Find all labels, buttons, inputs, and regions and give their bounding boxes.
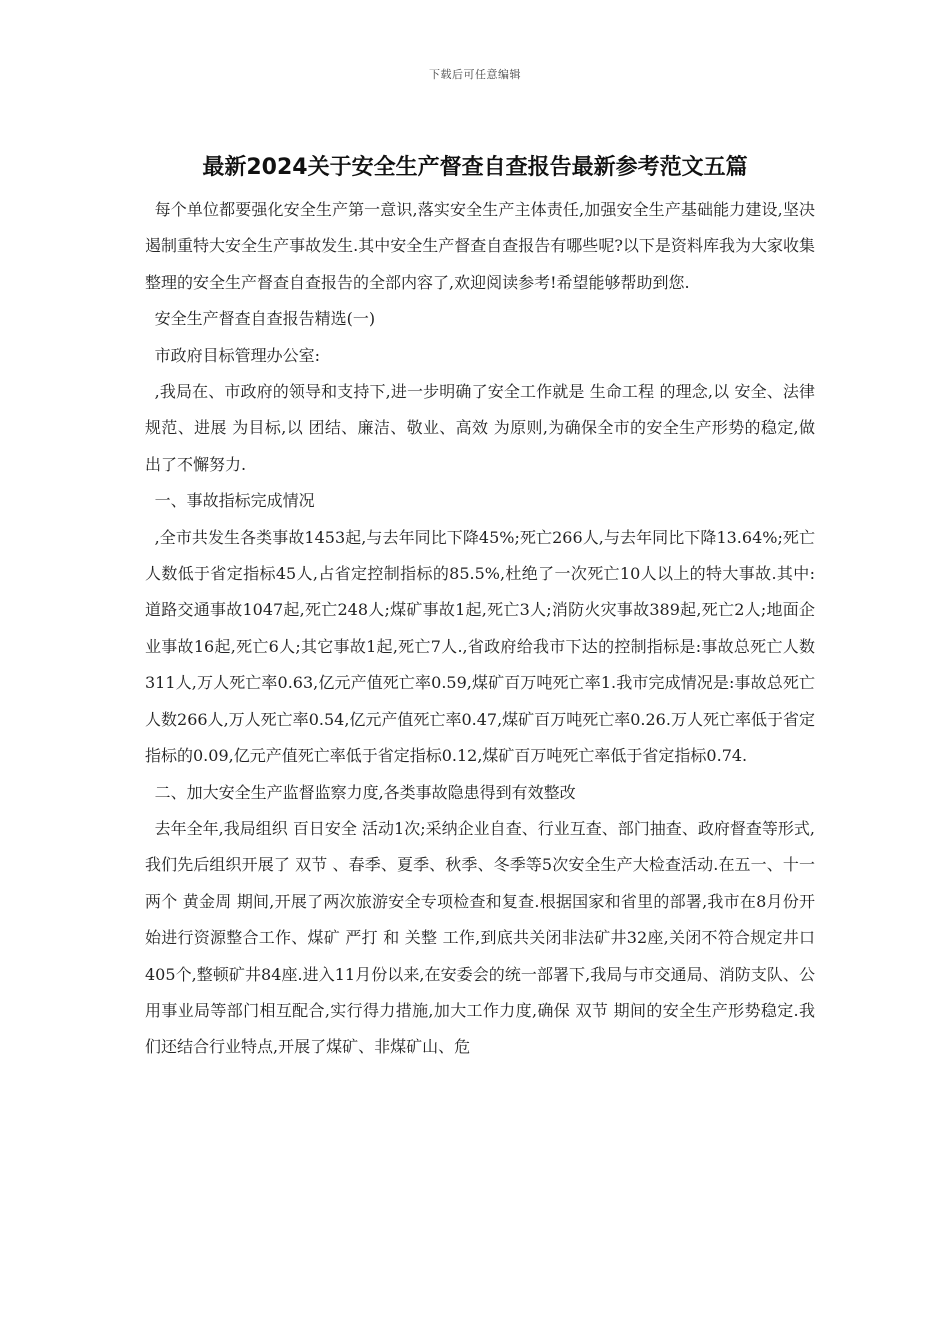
body-paragraph: ,我局在、市政府的领导和支持下,进一步明确了安全工作就是 生命工程 的理念,以 安全、法律规范、进展 为目标,以 团结、廉洁、敬业、高效 为原则,为确保全市的安全生产形势的稳定,做出了不懈努力. bbox=[145, 382, 815, 474]
body-paragraph: 去年全年,我局组织 百日安全 活动1次;采纳企业自查、行业互查、部门抽查、政府督查等形式,我们先后组织开展了 双节 、春季、夏季、秋季、冬季等5次安全生产大检查活动.在五一、十一两个 黄金周 期间,开展了两次旅游安全专项检查和复查.根据国家和省里的部署,我市在8月份开始进行资源整合工作、煤矿 严打 和 关整 工作,到底共关闭非法矿井32座,关闭不符合规定井口405个,整顿矿井84座.进入11月份以来,在安委会的统一部署下,我局与市交通局、消防支队、公用事业局等部门相互配合,实行得力措施,加大工作力度,确保 双节 期间的安全生产形势稳定.我们还结合行业特点,开展了煤矿、非煤矿山、危 bbox=[145, 818, 815, 1057]
intro-paragraph: 每个单位都要强化安全生产第一意识,落实安全生产主体责任,加强安全生产基础能力建设,坚决遏制重特大安全生产事故发生.其中安全生产督查自查报告有哪些呢?以下是资料库我为大家收集整理的安全生产督查自查报告的全部内容了,欢迎阅读参考!希望能够帮助到您. bbox=[145, 200, 815, 292]
document-title: 最新2024关于安全生产督查自查报告最新参考范文五篇 bbox=[202, 155, 748, 180]
section-heading-supervision: 二、加大安全生产监督监察力度,各类事故隐患得到有效整改 bbox=[154, 782, 576, 802]
section-heading-accident-indicators: 一、事故指标完成情况 bbox=[154, 491, 315, 511]
section-heading-report-one: 安全生产督查自查报告精选(一) bbox=[154, 309, 376, 329]
header-note: 下载后可任意编辑 bbox=[429, 68, 521, 81]
addressee-line: 市政府目标管理办公室: bbox=[154, 345, 320, 365]
body-paragraph: ,全市共发生各类事故1453起,与去年同比下降45%;死亡266人,与去年同比下降13.64%;死亡人数低于省定指标45人,占省定控制指标的85.5%,杜绝了一次死亡10人以上的特大事故.其中:道路交通事故1047起,死亡248人;煤矿事故1起,死亡3人;消防火灾事故389起,死亡2人;地面企业事故16起,死亡6人;其它事故1起,死亡7人.,省政府给我市下达的控制指标是:事故总死亡人数311人,万人死亡率0.63,亿元产值死亡率0.59,煤矿百万吨死亡率1.我市完成情况是:事故总死亡人数266人,万人死亡率0.54,亿元产值死亡率0.47,煤矿百万吨死亡率0.26.万人死亡率低于省定指标的0.09,亿元产值死亡率低于省定指标0.12,煤矿百万吨死亡率低于省定指标0.74. bbox=[145, 527, 815, 766]
document-body bbox=[145, 192, 815, 1066]
